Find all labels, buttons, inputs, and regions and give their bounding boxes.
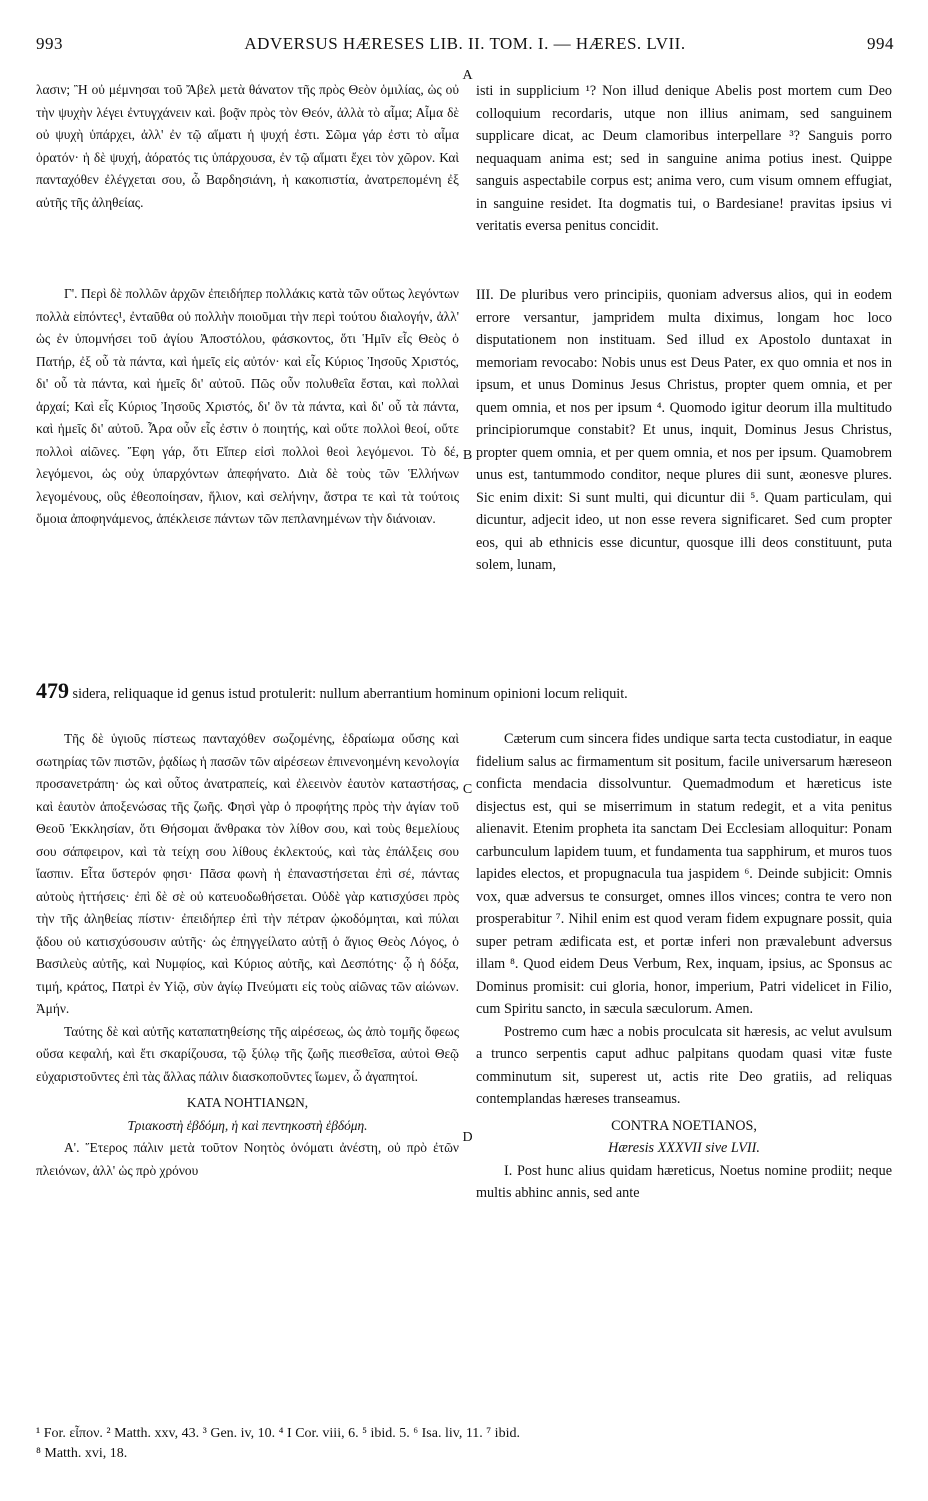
margin-marker-a: A [462,68,473,83]
page-number-right: 994 [867,34,894,53]
greek-heading: ΚΑΤΑ ΝΟΗΤΙΑΝΩΝ, [186,1095,309,1110]
margin-marker-d: D [462,1130,473,1145]
latin-text-section-2: III. De pluribus vero principiis, quoniam adversus alios, qui in eodem errore versantur, jampridem multa diximus, longam hoc loco disputationem non instituam. Sed illud ex Apostolo duntaxat in memoriam revocabo: Nobis unus est Deus Pater, ex quo omnia et nos in ipsum, et unus Dominus Jesus Christus, propter quem omnia, et per quem omnia, et nos per ipsum ⁴. Quomodo igitur deorum illa multitudo principiorumque constabit? Et unus, inquit, Dominus Jesus Christus, propter quem omnia, et per quem omnia, et nos per ipsum. Quamobrem unus est, tantummodo conditor, neque plures dii sunt, æonesve plures. Sic enim dixit: Si sunt multi, qui dicuntur dii ⁵. Quam particulam, qui dicuntur, adjecit ideo, ut non esse revera significaret. Sed cum propter eos, qui ab ethnicis esse dicuntur, quosque illi deos constituunt, puta solem, lunam, [476,287,892,574]
full-width-text: sidera, reliquaque id genus istud protulerit: nullum aberrantium hominum opinioni locum reliquit. [72,686,628,702]
latin-paragraph-conclusion: Postremo cum hæc a nobis proculcata sit hæresis, ac velut avulsum a trunco serpentis caput adhuc palpitans quodam quasi vitæ fuste comminutum sit, superest ut, actis rite Deo gratiis, ad reliquas contemplandas hæreses transeamus. [476,1023,892,1107]
footnotes [36,1424,892,1464]
running-title: ADVERSUS HÆRESES LIB. II. TOM. I. — HÆRES. LVII. [244,34,686,53]
margin-marker-b: B [462,448,473,463]
greek-subheading: Τριακοστὴ ἑβδόμη, ἡ καὶ πεντηκοστὴ ἑβδόμη. [127,1117,368,1133]
column-number: 479 [36,678,69,703]
greek-paragraph-noetus: Α'. Ἕτερος πάλιν μετὰ τοῦτον Νοητὸς ὀνόματι ἀνέστη, οὐ πρὸ ἐτῶν πλειόνων, ἀλλ' ὡς πρὸ χρόνου [36,1140,459,1178]
full-width-line [36,680,892,706]
latin-heading: CONTRA NOETIANOS, [611,1117,757,1134]
page-number-left: 993 [36,34,63,53]
greek-paragraph-church: Τῆς δὲ ὑγιοῦς πίστεως πανταχόθεν σωζομένης, ἑδραίωμα οὔσης καὶ σωτηρίας τῶν πιστῶν, ῥᾳδίως ἡ πασῶν τῶν αἱρέσεων ἐπινενοημένη κενολογία προσανετράπη· ὡς καὶ οὗτος ἀνατραπείς, καὶ ἐλεεινὸν ἑαυτὸν καταστήσας, καὶ ἑαυτὸν ἀποξενώσας τῆς ζωῆς. Φησὶ γὰρ ὁ προφήτης πρὸς τὴν ἁγίαν τοῦ Θεοῦ Ἐκκλησίαν, ὅτι Θήσομαι ἄνθρακα τὸν λίθον σου, καὶ τοὺς θεμελίους σου σάπφειρον, καὶ τὰ τείχη σου λίθους ἐκλεκτούς, καὶ τὰς ἐπάλξεις σου ἴασπιν. Εἶτα ὕστερόν φησι· Πᾶσα φωνὴ ἡ ἐπαναστήσεται ἐπὶ σέ, πάντας αὐτοὺς ἡττήσεις· ἐπὶ δὲ σὲ οὐ κατευοδωθήσεται. Οὐδὲ γὰρ κατισχύσει πρὸς τὴν τῆς ἀληθείας πίστιν· ἐπειδήπερ ἐπὶ τὴν πέτραν ᾠκοδόμηται, καὶ πύλαι ᾅδου οὐ κατισχύσουσιν αὐτῆς· ὡς ἐπηγγείλατο αὐτῇ ὁ ἅγιος Θεὸς Λόγος, ὁ Βασιλεὺς αὐτῆς, καὶ Νυμφίος, καὶ Κύριος αὐτῆς, καὶ Δεσπότης· ᾧ ἡ δόξα, τιμή, κράτος, Πατρὶ ἐν Υἱῷ, σὺν ἁγίῳ Πνεύματι εἰς τοὺς αἰῶνας τῶν αἰώνων. Ἀμήν. [36,731,459,1016]
greek-text-section-2: Γ'. Περὶ δὲ πολλῶν ἀρχῶν ἐπειδήπερ πολλάκις κατὰ τῶν οὕτως λεγόντων πολλὰ εἰπόντες¹, ἐνταῦθα οὐ πολλὴν ποιοῦμαι τὴν περὶ τούτου διαλογήν, ἀλλ' ὡς ἐν ὑπομνήσει τοῦ ἁγίου Ἀποστόλου, φάσκοντος, ὅτι Ἡμῖν εἷς Θεὸς ὁ Πατήρ, ἐξ οὗ τὰ πάντα, καὶ ἡμεῖς εἰς αὐτόν· καὶ εἷς Κύριος Ἰησοῦς Χριστός, δι' οὗ τὰ πάντα, καὶ ἡμεῖς δι' αὐτοῦ. Πῶς οὖν πολυθεΐα ἔσται, καὶ πολλαὶ ἀρχαί; Καὶ εἷς Κύριος Ἰησοῦς Χριστός, δι' ὃν τὰ πάντα, καὶ δι' οὗ τὰ πάντα, καὶ ἡμεῖς δι' αὐτοῦ. Ἆρα οὖν εἷς ἐστιν ὁ ποιητής, καὶ οὔτε πολλοὶ θεοί, οὔτε πολλοὶ αἰῶνες. Ἔφη γάρ, ὅτι Εἴπερ εἰσὶ πολλοὶ θεοὶ λεγόμενοι. Τὸ δέ, λεγόμενοι, ὡς οὐχ ὑπαρχόντων ἀπεφήνατο. Διὰ δὲ τοὺς τῶν Ἑλλήνων λεγομένους, οὓς ἐθεοποίησαν, ἥλιον, καὶ σελήνην, ἄστρα τε καὶ τὰ τούτοις ὅμοια ἀποφηνάμενος, ἀπέκλεισε πάντων τῶν πεπλανημένων τὴν διάνοιαν. [36,286,459,527]
latin-column-section-3 [476,728,892,1205]
greek-text-section-1: λασιν; Ἢ οὐ μέμνησαι τοῦ Ἄβελ μετὰ θάνατον τῆς πρὸς Θεὸν ὁμιλίας, ὡς οὐ τὴν ψυχὴν λέγει ἐντυγχάνειν καὶ. βοᾷν πρὸς τὸν Θεόν, ἀλλὰ τὸ αἷμα; Αἷμα δὲ οὐ ψυχὴ ὑπάρχει, ἀλλ' ἐν τῷ αἵματι ἡ ψυχή ἐστι. Σῶμα γάρ ἐστι τὸ αἷμα ὁρατόν· ἡ δὲ ψυχή, ἀόρατός τις ὑπάρχουσα, ἐν τῷ αἵματι ἔχει τὸν χῶρον. Καὶ πανταχόθεν ἐλέγχεται σου, ὦ Βαρδησιάνη, ἡ κακοπιστία, ἀνατρεπομένη ἐξ αὐτῆς τῆς ἀληθείας. [36,82,459,210]
running-header [36,34,894,58]
latin-subheading: Hæresis XXXVII sive LVII. [608,1140,760,1156]
latin-paragraph-noetus: I. Post hunc alius quidam hæreticus, Noetus nomine prodiit; neque multis abhinc annis, sed ante [476,1162,892,1201]
greek-column-section-3 [36,728,459,1182]
footnote-line-2: ⁸ Matth. xvi, 18. [36,1446,128,1461]
margin-marker-c: C [462,782,473,797]
footnote-line-1: ¹ For. εἶπον. ² Matth. xxv, 43. ³ Gen. iv, 10. ⁴ I Cor. viii, 6. ⁵ ibid. 5. ⁶ Isa. liv, 11. ⁷ ibid. [36,1426,520,1441]
greek-paragraph-conclusion: Ταύτης δὲ καὶ αὐτῆς καταπατηθείσης τῆς αἱρέσεως, ὡς ἀπὸ τομῆς ὄφεως οὔσα κεφαλή, καὶ ἔτι σκαρίζουσα, τῷ ξύλῳ τῆς ζωῆς πιεσθεῖσα, αὐτοὶ Θεῷ εὐχαριστοῦντες ἐπὶ τὰς ἄλλας πάλιν διασκοποῦντες ἴωμεν, ὦ ἀγαπητοί. [36,1023,459,1084]
latin-text-section-1: isti in supplicium ¹? Non illud denique Abelis post mortem cum Deo colloquium recordaris, utque non illius animam, sed sanguinem supplicare dicat, ac Deum clamoribus interpellare ³? Sanguis porro nequaquam anima est; sed in sanguine anima potius inest. Quippe sanguis aspectabile corpus est; anima vero, cum visum omnem effugiat, in sanguine residet. Ita dogmatis tui, o Bardesiane! pravitas ipsius vi veritatis eversa penitus concidit. [476,83,892,235]
latin-paragraph-church: Cæterum cum sincera fides undique sarta tecta custodiatur, in eaque fidelium salus ac firmamentum sit positum, facile universarum hæreseon conficta mendacia dissolvuntur. Quemadmodum et hæreticus iste disjectus est, qui se miserrimum in statum redegit, et a vita penitus alienavit. Etenim propheta ita sanctam Dei Ecclesiam alloquitur: Ponam carbunculum lapidem tuum, et fundamenta tua sapphirum, et muros tuos lapides electos, et propugnacula tua jaspidem ⁶. Deinde subjicit: Omnis vox, quæ adversus te consurget, omnes illos vinces; contra te vero non prosperabitur ⁷. Nihil enim est quod veram fidem expugnare possit, quia super petram ædificata est, et portæ inferi non prævalebunt adversus illam ⁸. Quod eidem Deus Verbum, Rex, inquam, ipsius, ac Sponsus ac Dominus promisit: cui gloria, honor, imperium, Patri videlicet in Filio, cum Spiritu sancto, in sæcula sæculorum. Amen. [476,731,892,1017]
